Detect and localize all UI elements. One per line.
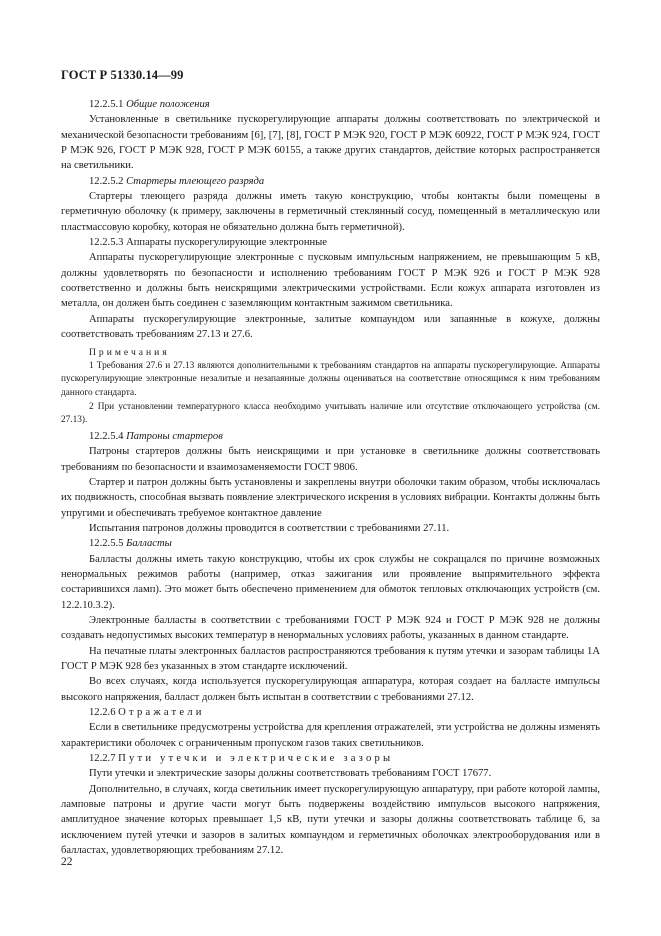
paragraph: Установленные в светильнике пускорегулирующие аппараты должны соответствовать по электрической и механической безопасности требованиям [6], [7], [8], ГОСТ Р МЭК 920, ГОСТ Р МЭК 60922, ГОСТ Р МЭК 924, ГОСТ Р МЭК 926, ГОСТ Р МЭК 928, ГОСТ Р МЭК 60155, а также других стандартов, действие которых распространяется на светильники. — [61, 114, 600, 172]
section-heading-12-2-7: 12.2.7 Пути утечки и электрические зазоры — [89, 753, 394, 765]
paragraph: Патроны стартеров должны быть неискрящими и при установке в светильнике должны соответствовать требованиям по безопасности и взаимозаменяемости ГОСТ 9806. — [61, 446, 600, 473]
section-heading-12-2-5-3: 12.2.5.3 Аппараты пускорегулирующие электронные — [89, 237, 328, 249]
document-header: ГОСТ Р 51330.14—99 — [61, 68, 184, 82]
notes-label: Примечания — [89, 346, 170, 358]
paragraph: Стартеры тлеющего разряда должны иметь такую конструкцию, чтобы контакты были помещены в герметичную оболочку (к примеру, заключены в герметичный стеклянный сосуд, помещенный в металлическую или пластмассовую коробку, которая не обязательно должна быть герметичной). — [61, 191, 600, 233]
section-heading-12-2-5-1: 12.2.5.1 Общие положения — [89, 99, 210, 110]
page-number: 22 — [61, 856, 73, 868]
paragraph: Аппараты пускорегулирующие электронные с пусковым импульсным напряжением, не превышающим 5 кВ, должны удовлетворять по безопасности и исполнению требованиям ГОСТ Р МЭК 926 и ГОСТ Р МЭК 928 соответственно и должны быть неискрящими электрическими устройствами. Если кожух аппарата изготовлен из металла, он должен быть соединен с заземляющим контактным зажимом светильника. — [61, 252, 600, 310]
paragraph: Балласты должны иметь такую конструкцию, чтобы их срок службы не сокращался по причине возможных ненормальных режимов работы (например, отказ зажигания или проявление выпрямительного эффекта состарившихся ламп). Это может быть обеспечено применением для обмоток тепловых отключающих устройств (см. 12.2.10.3.2). — [61, 553, 600, 611]
paragraph: Если в светильнике предусмотрены устройства для крепления отражателей, эти устройства не должны изменять характеристики оболочек с ограниченным пропуском газов таких светильников. — [61, 722, 600, 749]
section-heading-12-2-5-5: 12.2.5.5 Балласты — [89, 538, 172, 550]
note-2: 2 При установлении температурного класса необходимо учитывать наличие или отсутствие отключающего устройства (см. 27.13). — [61, 402, 600, 426]
section-heading-12-2-5-4: 12.2.5.4 Патроны стартеров — [89, 430, 223, 442]
section-heading-12-2-5-2: 12.2.5.2 Стартеры тлеющего разряда — [89, 175, 265, 187]
paragraph: Аппараты пускорегулирующие электронные, залитые компаундом или запаянные в кожухе, должны соответствовать требованиям 27.13 и 27.6. — [61, 313, 600, 341]
paragraph: На печатные платы электронных балластов распространяются требования к путям утечки и зазорам таблицы 1А ГОСТ Р МЭК 928 без указанных в этом стандарте исключений. — [61, 645, 600, 673]
paragraph: Дополнительно, в случаях, когда светильник имеет пускорегулирующую аппаратуру, при работе которой лампы, ламповые патроны и другие части могут быть подвержены воздействию импульсов высокого напряжения, амплитудное значение которых превышает 1,5 кВ, пути утечки и зазоры должны соответствовать таблице 6, за исключением путей утечки и зазоров в залитых компаундом и герметичных оболочках электрооборудования или в балластах, удовлетворяющих требованиям 27.12. — [61, 783, 600, 857]
section-heading-12-2-6: 12.2.6 Отражатели — [89, 707, 205, 719]
document-body — [61, 97, 600, 859]
note-1: 1 Требования 27.6 и 27.13 являются дополнительными к требованиям стандартов на аппараты пускорегулирующие. Аппараты пускорегулирующие электронные незалитые и незапаянные должны оцениваться на соответствие относящимся к ним требованиям данного стандарта. — [61, 360, 600, 398]
paragraph: Во всех случаях, когда используется пускорегулирующая аппаратура, которая создает на балласте импульсы высокого напряжения, балласт должен быть испытан в соответствии с требованиями 27.12. — [61, 676, 600, 703]
paragraph: Стартер и патрон должны быть установлены и закреплены внутри оболочки таким образом, чтобы исключалась их подвижность, способная вызвать появление электрического искрения в условиях вибрации. Контакты должны быть упругими и обеспечивать требуемое контактное давление — [61, 476, 600, 519]
paragraph: Пути утечки и электрические зазоры должны соответствовать требованиям ГОСТ 17677. — [89, 768, 492, 780]
paragraph: Электронные балласты в соответствии с требованиями ГОСТ Р МЭК 924 и ГОСТ Р МЭК 928 не должны создавать недопустимых высоких температур в ненормальных условиях работы, указанных в данном стандарте. — [61, 615, 600, 642]
paragraph: Испытания патронов должны проводится в соответствии с требованиями 27.11. — [89, 522, 450, 534]
